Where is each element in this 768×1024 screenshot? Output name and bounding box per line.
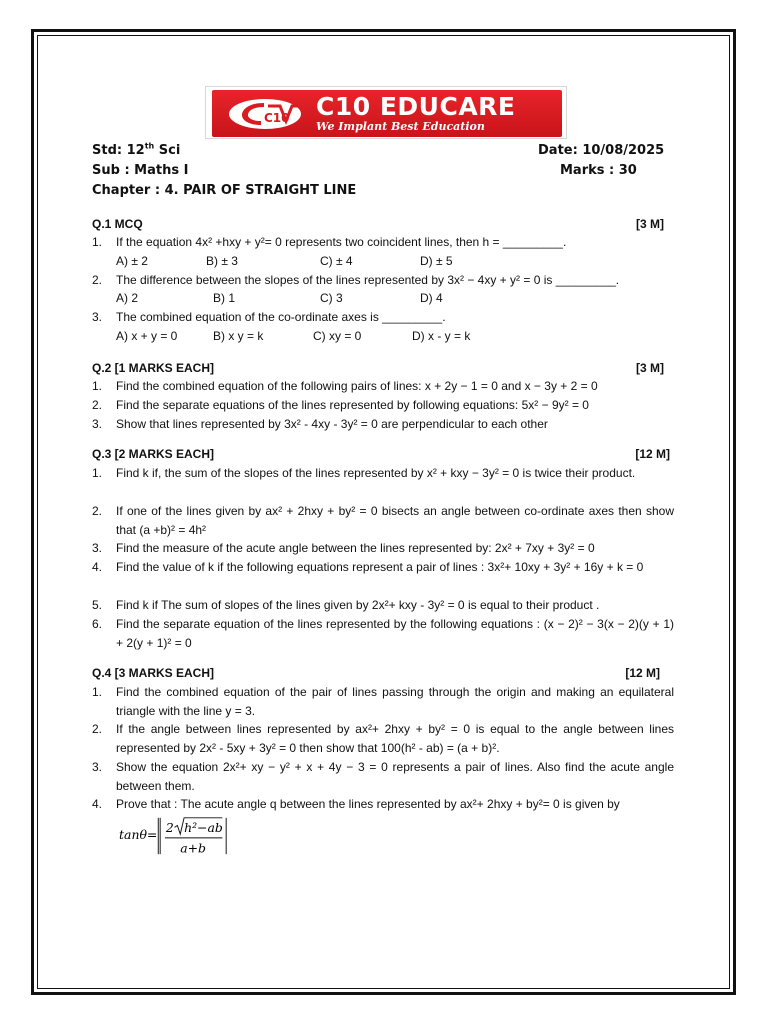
logo-tagline: We Implant Best Education	[316, 120, 485, 133]
formula-num-coef: 2	[165, 820, 174, 836]
section-heading: Q.1 MCQ [3 M]	[92, 215, 664, 234]
option: A) ± 2	[116, 254, 148, 268]
option: A) 2	[116, 291, 139, 305]
option: C) ± 4	[320, 254, 353, 268]
section-marks: [12 M]	[625, 666, 660, 680]
option: D) ± 5	[420, 254, 453, 268]
marks-label: Marks : 30	[560, 163, 637, 178]
logo-banner	[212, 90, 562, 137]
option: C) xy = 0	[313, 329, 362, 343]
c10-swoosh-icon	[226, 97, 304, 131]
section-heading: Q.3 [2 MARKS EACH] [12 M]	[92, 445, 670, 464]
option: B) x y = k	[213, 329, 264, 343]
formula-lhs: tanθ=	[119, 826, 158, 842]
subject-label: Sub : Maths I	[92, 163, 189, 178]
logo-mark-text: C10	[264, 111, 290, 125]
option: D) 4	[420, 291, 443, 305]
option: D) x - y = k	[412, 329, 471, 343]
option: A) x + y = 0	[116, 329, 178, 343]
section-marks: [3 M]	[636, 217, 664, 231]
educare-logo	[205, 86, 567, 139]
formula-radicand: h²−ab	[184, 820, 223, 836]
section-heading: Q.2 [1 MARKS EACH] [3 M]	[92, 359, 664, 378]
std-label: Std: 12th Sci	[92, 141, 181, 158]
option: C) 3	[320, 291, 343, 305]
option: B) ± 3	[206, 254, 238, 268]
section-marks: [12 M]	[635, 447, 670, 461]
tan-theta-formula	[116, 814, 256, 858]
section-heading: Q.4 [3 MARKS EACH] [12 M]	[92, 664, 660, 683]
chapter-title: Chapter : 4. PAIR OF STRAIGHT LINE	[92, 183, 357, 198]
option: B) 1	[213, 291, 236, 305]
logo-title: C10 EDUCARE	[316, 92, 516, 121]
formula-denominator: a+b	[180, 840, 207, 856]
date-label: Date: 10/08/2025	[538, 143, 665, 158]
section-marks: [3 M]	[636, 361, 664, 375]
